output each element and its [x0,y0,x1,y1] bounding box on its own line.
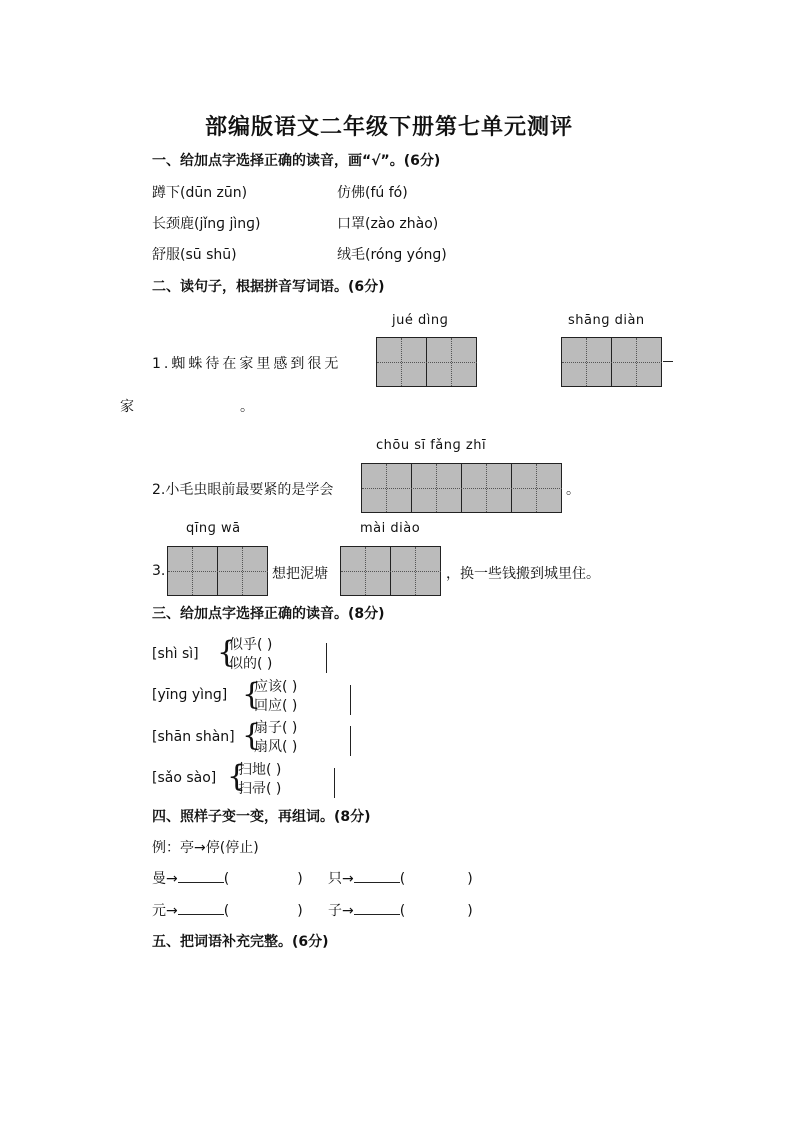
q2-end: 。 [566,482,580,498]
answer-blank[interactable] [354,870,400,883]
s4-example: 例：亭→停(停止) [152,840,259,856]
s3-group-1-pinyin: [shì sì] [152,646,199,662]
s4-row-2-a: 元→ ( ) [152,903,303,919]
answer-blank[interactable] [354,902,400,915]
section-1-heading: 一、给加点字选择正确的读音，画“√”。(6分) [152,153,441,169]
s3-group-4-word-1: 扫地( ) [238,762,282,778]
s1-item-6: 绒毛(rónɡ yónɡ) [337,247,447,263]
right-bracket [334,768,335,798]
answer-blank[interactable] [178,870,224,883]
q3-mid-text: 想把泥塘 [272,566,328,582]
s3-group-2-pinyin: [yīnɡ yìnɡ] [152,687,228,703]
s3-group-1-word-2: 似的( ) [229,656,273,672]
section-4-heading: 四、照样子变一变，再组词。(8分) [152,809,371,825]
continuation-dash [663,361,673,362]
brace-icon: { [242,718,262,753]
s3-group-4-word-2: 扫帚( ) [238,781,282,797]
s1-item-1: 蹲下(dūn zūn) [152,185,248,201]
q1-answer-grid-1[interactable] [376,337,477,387]
q1-pinyin-1: jué dìnɡ [392,313,449,328]
s4-row-1-a: 曼→ ( ) [152,871,303,887]
s3-group-3-pinyin: [shān shàn] [152,729,235,745]
q3-pinyin-2: mài diào [360,521,421,536]
s4-row-2-b: 子→ ( ) [328,903,473,919]
brace-icon: { [242,677,262,712]
s3-group-1-word-1: 似乎( ) [229,637,273,653]
q2-pinyin: chōu sī fǎnɡ zhī [376,438,487,453]
q3-number: 3. [152,563,166,579]
right-bracket [350,685,351,715]
brace-icon: { [217,635,237,670]
q1-answer-grid-2[interactable] [561,337,662,387]
s1-item-2: 仿佛(fú fó) [337,185,408,201]
page-title: 部编版语文二年级下册第七单元测评 [205,114,574,140]
right-bracket [350,726,351,756]
s1-item-5: 舒服(sū shū) [152,247,237,263]
s3-group-2-word-2: 回应( ) [254,698,298,714]
q1-continued: 家 [120,399,134,415]
brace-icon: { [227,759,247,794]
section-2-heading: 二、读句子，根据拼音写词语。(6分) [152,279,385,295]
q3-end: ，换一些钱搬到城里住。 [446,566,600,582]
q1-pinyin-2: shānɡ diàn [568,313,645,328]
s1-item-4: 口罩(zào zhào) [337,216,439,232]
s1-item-3: 长颈鹿(jǐnɡ jìnɡ) [152,216,261,232]
q3-answer-grid-1[interactable] [167,546,268,596]
q2-answer-grid[interactable] [361,463,562,513]
answer-blank[interactable] [178,902,224,915]
section-5-heading: 五、把词语补充完整。(6分) [152,934,329,950]
s3-group-3-word-1: 扇子( ) [254,720,298,736]
q2-text: 2.小毛虫眼前最要紧的是学会 [152,482,334,498]
q1-text: 1.蜘蛛待在家里感到很无 [152,356,342,372]
q1-end: 。 [240,399,254,415]
s3-group-4-pinyin: [sǎo sào] [152,770,217,786]
q3-answer-grid-2[interactable] [340,546,441,596]
q3-pinyin-1: qīnɡ wā [186,521,241,536]
section-3-heading: 三、给加点字选择正确的读音。(8分) [152,606,385,622]
s4-row-1-b: 只→ ( ) [328,871,473,887]
s3-group-2-word-1: 应该( ) [254,679,298,695]
s3-group-3-word-2: 扇风( ) [254,739,298,755]
right-bracket [326,643,327,673]
